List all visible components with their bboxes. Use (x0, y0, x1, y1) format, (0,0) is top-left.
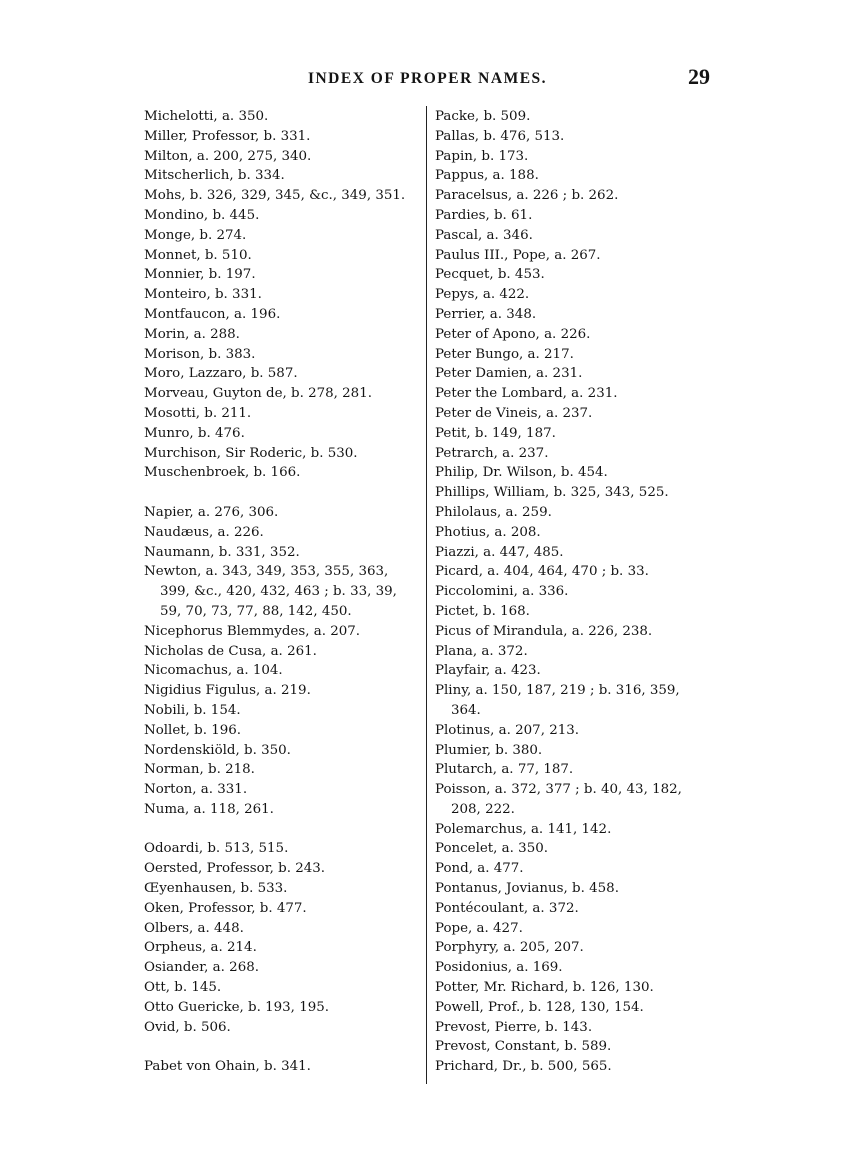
index-entry-line: Polemarchus, a. 141, 142. (435, 821, 612, 837)
index-entry-line: Mosotti, b. 211. (144, 405, 252, 421)
index-entry (435, 1018, 715, 1038)
index-entry-line: Porphyry, a. 205, 207. (435, 940, 584, 956)
index-entry (435, 681, 715, 721)
section-gap (144, 483, 414, 503)
index-entry (144, 1018, 414, 1038)
index-entry (435, 444, 715, 464)
index-entry-line: Peter the Lombard, a. 231. (435, 386, 618, 402)
index-entry (435, 938, 715, 958)
index-entry (435, 1057, 715, 1077)
index-entry (144, 246, 414, 266)
index-entry-line: Norman, b. 218. (144, 762, 255, 778)
index-entry (435, 998, 715, 1018)
index-entry (144, 543, 414, 563)
index-entry (435, 899, 715, 919)
index-entry-line: Monge, b. 274. (144, 227, 247, 243)
index-entry-line: Plana, a. 372. (435, 643, 528, 659)
index-entry (435, 661, 715, 681)
index-entry (435, 166, 715, 186)
page-title: INDEX OF PROPER NAMES. (307, 70, 548, 87)
index-entry (435, 147, 715, 167)
index-entry-line: Phillips, William, b. 325, 343, 525. (435, 485, 669, 501)
index-entry (435, 345, 715, 365)
index-entry-line: Nicephorus Blemmydes, a. 207. (144, 623, 361, 639)
index-entry (435, 859, 715, 879)
index-entry-line: Nigidius Figulus, a. 219. (144, 683, 311, 699)
index-entry-line: Œyenhausen, b. 533. (144, 881, 288, 897)
index-entry-line: Pardies, b. 61. (435, 207, 533, 223)
index-entry-line: Pope, a. 427. (435, 920, 523, 936)
index-entry-line: Murchison, Sir Roderic, b. 530. (144, 445, 358, 461)
index-entry-line: Mohs, b. 326, 329, 345, &c., 349, 351. (144, 188, 406, 204)
index-entry (435, 562, 715, 582)
index-entry (144, 1057, 414, 1077)
index-entry-line: Papin, b. 173. (435, 148, 529, 164)
index-entry (435, 760, 715, 780)
index-entry (435, 226, 715, 246)
index-entry-line: Pictet, b. 168. (435, 603, 530, 619)
index-entry (144, 265, 414, 285)
index-entry-line: Potter, Mr. Richard, b. 126, 130. (435, 980, 654, 996)
index-entry (144, 325, 414, 345)
index-entry (435, 543, 715, 563)
index-entry (144, 285, 414, 305)
page-header (145, 58, 710, 88)
index-entry (435, 582, 715, 602)
index-entry (144, 166, 414, 186)
index-entry (435, 741, 715, 761)
index-entry-line: Otto Guericke, b. 193, 195. (144, 999, 330, 1015)
index-entry-line: Plotinus, a. 207, 213. (435, 722, 580, 738)
index-entry-line: Orpheus, a. 214. (144, 940, 257, 956)
index-entry-line: Posidonius, a. 169. (435, 960, 563, 976)
index-entry (144, 345, 414, 365)
page-number: 29 (688, 64, 710, 89)
index-entry (144, 463, 414, 483)
index-entry (435, 523, 715, 543)
section-gap (144, 1037, 414, 1057)
index-entry (144, 305, 414, 325)
index-entry-line: Pepys, a. 422. (435, 287, 530, 303)
index-entry (144, 978, 414, 998)
index-entry (144, 938, 414, 958)
index-entry-line: Osiander, a. 268. (144, 960, 259, 976)
index-entry (435, 384, 715, 404)
index-entry-line: Olbers, a. 448. (144, 920, 244, 936)
index-entry-continuation: 399, &c., 420, 432, 463 ; b. 33, 39, (160, 584, 397, 600)
index-entry-line: Picus of Mirandula, a. 226, 238. (435, 623, 653, 639)
index-entry (435, 325, 715, 345)
index-entry-line: Nollet, b. 196. (144, 722, 242, 738)
index-entry-continuation: 364. (451, 702, 481, 718)
index-entry-line: Morin, a. 288. (144, 326, 240, 342)
index-entry (435, 364, 715, 384)
index-entry-line: Prevost, Constant, b. 589. (435, 1039, 612, 1055)
index-entry-line: Plumier, b. 380. (435, 742, 543, 758)
index-entry-line: Naudæus, a. 226. (144, 524, 264, 540)
index-entry-line: Pabet von Ohain, b. 341. (144, 1059, 311, 1075)
index-entry-line: Michelotti, a. 350. (144, 109, 269, 124)
index-entry-line: Morveau, Guyton de, b. 278, 281. (144, 386, 372, 402)
index-entry-line: Monnet, b. 510. (144, 247, 252, 263)
index-entry (144, 404, 414, 424)
section-gap (144, 820, 414, 840)
index-entry-line: Plutarch, a. 77, 187. (435, 762, 574, 778)
index-entry (435, 424, 715, 444)
index-entry (435, 721, 715, 741)
index-entry-line: Petit, b. 149, 187. (435, 425, 556, 441)
index-entry-line: Naumann, b. 331, 352. (144, 544, 300, 560)
index-entry-line: Peter of Apono, a. 226. (435, 326, 591, 342)
index-entry-line: Petrarch, a. 237. (435, 445, 549, 461)
index-entry (435, 622, 715, 642)
index-entry-continuation: 208, 222. (451, 801, 515, 817)
index-entry-line: Morison, b. 383. (144, 346, 256, 362)
index-entry (144, 998, 414, 1018)
index-entry-line: Milton, a. 200, 275, 340. (144, 148, 312, 164)
index-entry (435, 839, 715, 859)
index-entry-line: Paracelsus, a. 226 ; b. 262. (435, 188, 619, 204)
column-divider (426, 106, 427, 1084)
index-entry (435, 107, 715, 127)
index-entry-line: Nordenskiöld, b. 350. (144, 742, 291, 758)
index-entry-line: Numa, a. 118, 261. (144, 801, 274, 817)
index-entry-line: Peter de Vineis, a. 237. (435, 405, 593, 421)
index-entry-line: Piccolomini, a. 336. (435, 584, 569, 600)
index-entry (144, 958, 414, 978)
index-entry (435, 780, 715, 820)
index-entry (144, 859, 414, 879)
index-entry (144, 701, 414, 721)
index-entry (435, 265, 715, 285)
index-entry (435, 463, 715, 483)
index-entry-line: Moro, Lazzaro, b. 587. (144, 366, 298, 382)
index-entry (435, 958, 715, 978)
index-entry-line: Ott, b. 145. (144, 980, 222, 996)
index-entry-line: Nobili, b. 154. (144, 702, 241, 718)
index-entry (144, 186, 414, 206)
index-entry (435, 879, 715, 899)
index-entry-line: Poncelet, a. 350. (435, 841, 548, 857)
index-entry-line: Monteiro, b. 331. (144, 287, 262, 303)
index-entry (435, 1037, 715, 1057)
index-entry-line: Pappus, a. 188. (435, 168, 539, 184)
index-entry (144, 681, 414, 701)
index-entry-line: Powell, Prof., b. 128, 130, 154. (435, 999, 644, 1015)
index-entry (144, 206, 414, 226)
index-entry (144, 839, 414, 859)
index-entry (144, 523, 414, 543)
index-column-right (435, 107, 715, 1077)
index-entry-line: Miller, Professor, b. 331. (144, 128, 311, 144)
index-entry (144, 721, 414, 741)
index-entry (144, 661, 414, 681)
index-entry-line: Nicomachus, a. 104. (144, 663, 283, 679)
index-entry (144, 107, 414, 127)
index-entry-line: Monnier, b. 197. (144, 267, 256, 283)
index-entry (144, 424, 414, 444)
index-entry-line: Newton, a. 343, 349, 353, 355, 363, (144, 564, 389, 580)
index-entry-line: Piazzi, a. 447, 485. (435, 544, 564, 560)
index-entry (144, 760, 414, 780)
index-entry-line: Photius, a. 208. (435, 524, 541, 540)
index-entry-line: Picard, a. 404, 464, 470 ; b. 33. (435, 564, 649, 580)
index-entry-line: Perrier, a. 348. (435, 306, 537, 322)
index-entry (144, 364, 414, 384)
index-entry (435, 404, 715, 424)
index-entry (144, 622, 414, 642)
index-entry-line: Mondino, b. 445. (144, 207, 260, 223)
index-entry-line: Peter Bungo, a. 217. (435, 346, 574, 362)
index-entry (435, 285, 715, 305)
index-entry (144, 741, 414, 761)
index-entry (144, 919, 414, 939)
index-entry-line: Pontécoulant, a. 372. (435, 900, 579, 916)
index-entry-line: Pascal, a. 346. (435, 227, 533, 243)
index-column-left (144, 107, 414, 1077)
index-entry (144, 899, 414, 919)
index-entry-line: Paulus III., Pope, a. 267. (435, 247, 601, 263)
index-entry-line: Packe, b. 509. (435, 109, 531, 124)
index-entry-line: Oken, Professor, b. 477. (144, 900, 307, 916)
index-entry (435, 919, 715, 939)
index-entry-line: Napier, a. 276, 306. (144, 504, 279, 520)
index-entry (144, 800, 414, 820)
index-entry (144, 562, 414, 621)
index-entry-line: Odoardi, b. 513, 515. (144, 841, 289, 857)
index-entry-line: Poisson, a. 372, 377 ; b. 40, 43, 182, (435, 782, 682, 798)
index-entry (144, 226, 414, 246)
index-entry (435, 642, 715, 662)
index-entry-line: Pecquet, b. 453. (435, 267, 545, 283)
index-entry (435, 602, 715, 622)
index-entry-line: Pond, a. 477. (435, 861, 524, 877)
index-entry (435, 483, 715, 503)
index-entry-line: Mitscherlich, b. 334. (144, 168, 285, 184)
index-entry-line: Peter Damien, a. 231. (435, 366, 583, 382)
index-entry-line: Pliny, a. 150, 187, 219 ; b. 316, 359, (435, 683, 680, 699)
index-entry-line: Prevost, Pierre, b. 143. (435, 1019, 593, 1035)
index-entry-line: Philip, Dr. Wilson, b. 454. (435, 465, 608, 481)
index-entry (435, 186, 715, 206)
index-entry (144, 780, 414, 800)
index-entry (144, 444, 414, 464)
index-entry-line: Pontanus, Jovianus, b. 458. (435, 881, 619, 897)
index-entry-line: Montfaucon, a. 196. (144, 306, 281, 322)
index-entry-line: Oersted, Professor, b. 243. (144, 861, 326, 877)
index-entry (435, 246, 715, 266)
index-entry-continuation: 59, 70, 73, 77, 88, 142, 450. (160, 603, 352, 619)
index-entry (435, 503, 715, 523)
index-entry-line: Norton, a. 331. (144, 782, 248, 798)
index-entry-line: Nicholas de Cusa, a. 261. (144, 643, 317, 659)
index-entry-line: Munro, b. 476. (144, 425, 245, 441)
index-entry (435, 305, 715, 325)
index-entry-line: Philolaus, a. 259. (435, 504, 552, 520)
index-entry (435, 127, 715, 147)
index-entry-line: Prichard, Dr., b. 500, 565. (435, 1059, 612, 1075)
index-entry (144, 879, 414, 899)
index-entry (435, 978, 715, 998)
index-entry (144, 503, 414, 523)
index-entry (144, 642, 414, 662)
index-entry-line: Muschenbroek, b. 166. (144, 465, 301, 481)
index-entry (144, 147, 414, 167)
index-entry (435, 206, 715, 226)
index-entry-line: Pallas, b. 476, 513. (435, 128, 565, 144)
index-entry-line: Playfair, a. 423. (435, 663, 541, 679)
index-entry (435, 820, 715, 840)
index-entry (144, 127, 414, 147)
index-entry (144, 384, 414, 404)
index-entry-line: Ovid, b. 506. (144, 1019, 231, 1035)
